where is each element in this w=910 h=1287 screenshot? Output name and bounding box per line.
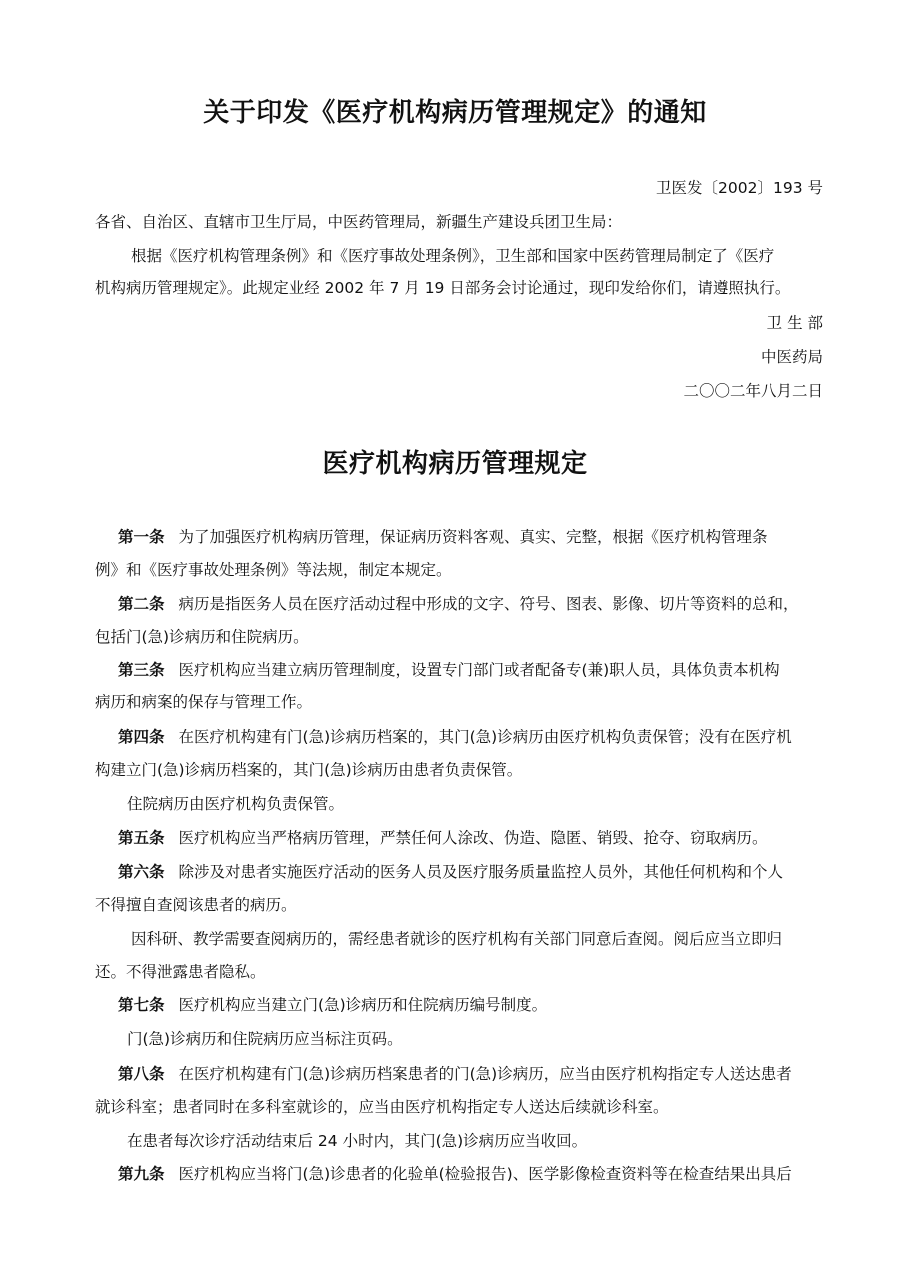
notice-body-line2: 机构病历管理规定》。此规定业经 2002 年 7 月 19 日部务会讨论通过，现印发给你们，请遵照执行。 [95,279,791,297]
article-4-label: 第四条 [118,728,165,746]
article-8-para2: 在患者每次诊疗活动结束后 24 小时内，其门(急)诊病历应当收回。 [127,1132,588,1150]
article-2-label: 第二条 [118,595,165,613]
article-1-line1 [118,527,768,547]
article-1-label: 第一条 [118,528,165,546]
article-3-label: 第三条 [118,661,165,679]
article-5-text: 医疗机构应当严格病历管理，严禁任何人涂改、伪造、隐匿、销毁、抢夺、窃取病历。 [178,829,768,847]
article-4-para2: 住院病历由医疗机构负责保管。 [127,795,345,813]
article-3-line1 [118,660,780,680]
article-6-line1 [118,862,783,882]
article-6-text: 除涉及对患者实施医疗活动的医务人员及医疗服务质量监控人员外，其他任何机构和个人 [178,863,784,881]
issuer-tcm-bureau: 中医药局 [760,348,823,366]
article-9-text: 医疗机构应当将门(急)诊患者的化验单(检验报告)、医学影像检查资料等在检查结果出具后 [178,1165,792,1183]
article-6-para2-line1: 因科研、教学需要查阅病历的，需经患者就诊的医疗机构有关部门同意后查阅。阅后应当立即归 [131,930,783,948]
issuer-ministry: 卫 生 部 [766,314,823,332]
article-1-line2: 例》和《医疗事故处理条例》等法规，制定本规定。 [95,561,452,579]
article-2-text: 病历是指医务人员在医疗活动过程中形成的文字、符号、图表、影像、切片等资料的总和， [178,595,799,613]
article-8-line2: 就诊科室；患者同时在多科室就诊的，应当由医疗机构指定专人送达后续就诊科室。 [95,1098,669,1116]
article-7-line1 [118,995,547,1015]
doc-number: 卫医发〔2002〕193 号 [656,179,823,197]
regulation-title: 医疗机构病历管理规定 [322,449,588,479]
article-6-para2-line2: 还。不得泄露患者隐私。 [95,963,266,981]
article-6-line2: 不得擅自查阅该患者的病历。 [95,896,297,914]
article-3-text: 医疗机构应当建立病历管理制度，设置专门部门或者配备专(兼)职人员，具体负责本机构 [178,661,780,679]
article-8-text: 在医疗机构建有门(急)诊病历档案患者的门(急)诊病历，应当由医疗机构指定专人送达患者 [178,1065,792,1083]
article-9-label: 第九条 [118,1165,165,1183]
addressee: 各省、自治区、直辖市卫生厅局，中医药管理局，新疆生产建设兵团卫生局： [95,213,623,231]
article-3-line2: 病历和病案的保存与管理工作。 [95,693,313,711]
article-1-text: 为了加强医疗机构病历管理，保证病历资料客观、真实、完整，根据《医疗机构管理条 [178,528,768,546]
notice-title: 关于印发《医疗机构病历管理规定》的通知 [203,98,707,128]
article-5-label: 第五条 [118,829,165,847]
article-8-label: 第八条 [118,1065,165,1083]
article-4-line1 [118,727,792,747]
article-2-line1 [118,594,799,614]
article-4-line2: 构建立门(急)诊病历档案的，其门(急)诊病历由患者负责保管。 [95,761,523,779]
notice-body-line1: 根据《医疗机构管理条例》和《医疗事故处理条例》，卫生部和国家中医药管理局制定了《医疗 [131,247,775,265]
article-6-label: 第六条 [118,863,165,881]
notice-date: 二〇〇二年八月二日 [683,382,823,400]
article-5-line1 [118,828,768,848]
article-7-text: 医疗机构应当建立门(急)诊病历和住院病历编号制度。 [178,996,548,1014]
article-4-text: 在医疗机构建有门(急)诊病历档案的，其门(急)诊病历由医疗机构负责保管；没有在医疗机 [178,728,792,746]
article-9-line1 [118,1164,792,1184]
article-7-label: 第七条 [118,996,165,1014]
article-2-line2: 包括门(急)诊病历和住院病历。 [95,628,309,646]
article-8-line1 [118,1064,792,1084]
article-7-para2: 门(急)诊病历和住院病历应当标注页码。 [127,1030,403,1048]
